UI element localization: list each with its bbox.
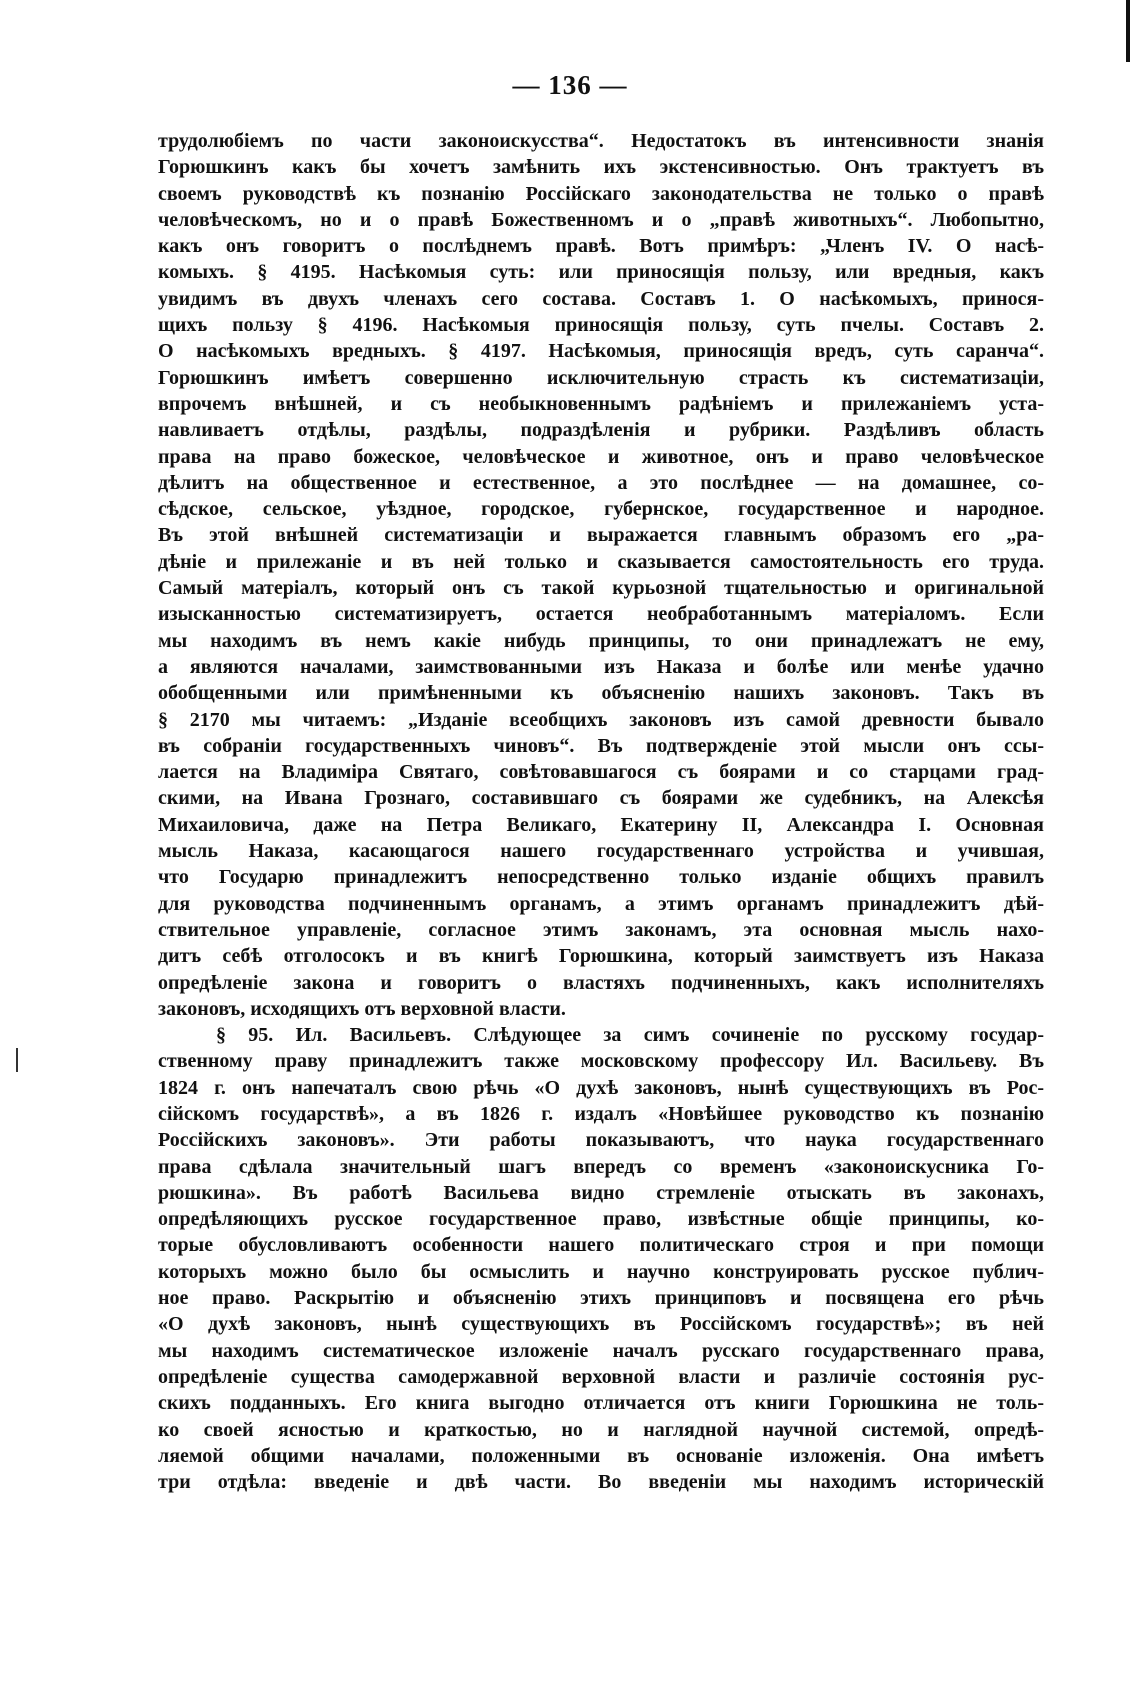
- text-line: дѣніе и прилежаніе и въ ней только и сказывается самостоятельность его труда.: [158, 550, 1044, 573]
- text-line: для руководства подчиненнымъ органамъ, а этимъ органамъ принадлежитъ дѣй-: [158, 892, 1044, 915]
- text-line: ное право. Раскрытію и объясненію этихъ принциповъ и посвящена его рѣчь: [158, 1287, 1044, 1310]
- text-line: щихъ пользу § 4196. Насѣкомыя приносящія пользу, суть пчелы. Составъ 2.: [158, 314, 1044, 337]
- text-line: три отдѣла: введеніе и двѣ части. Во введеніи мы находимъ историческій: [158, 1471, 1044, 1494]
- text-line: увидимъ въ двухъ членахъ сего состава. Составъ 1. О насѣкомыхъ, принося-: [158, 287, 1044, 310]
- text-line: дитъ себѣ отголосокъ и въ книгѣ Горюшкина, который заимствуетъ изъ Наказа: [158, 945, 1044, 968]
- text-line: дѣлитъ на общественное и естественное, а это послѣднее — на домашнее, со-: [158, 471, 1044, 494]
- text-line: Россійскихъ законовъ». Эти работы показываютъ, что наука государственнаго: [158, 1129, 1044, 1152]
- text-line: сійскомъ государствѣ», а въ 1826 г. издалъ «Новѣйшее руководство къ познанію: [158, 1102, 1044, 1125]
- text-line: Горюшкинъ какъ бы хочетъ замѣнить ихъ экстенсивностью. Онъ трактуетъ въ: [158, 156, 1044, 179]
- text-line: скими, на Ивана Грознаго, составившаго съ боярами же судебникъ, на Алексѣя: [158, 787, 1044, 810]
- text-line: Горюшкинъ имѣетъ совершенно исключительную страсть къ систематизаціи,: [158, 366, 1044, 389]
- body-text: [158, 128, 1044, 1495]
- text-line: Въ этой внѣшней систематизаціи и выражается главнымъ образомъ его „ра-: [158, 524, 1044, 547]
- text-line: скихъ подданныхъ. Его книга выгодно отличается отъ книги Горюшкина не толь-: [158, 1392, 1044, 1415]
- text-line: лается на Владиміра Святаго, совѣтовавшагося съ боярами и со старцами град-: [158, 761, 1044, 784]
- text-line: права на право божеское, человѣческое и животное, онъ и право человѣческое: [158, 445, 1044, 468]
- text-line: своемъ руководствѣ къ познанію Россійскаго законодательства не только о правѣ: [158, 182, 1044, 205]
- text-line: О насѣкомыхъ вредныхъ. § 4197. Насѣкомыя, приносящія вредъ, суть саранча“.: [158, 340, 1044, 363]
- text-line: мысль Наказа, касающагося нашего государственнаго устройства и учившая,: [158, 840, 1044, 863]
- text-line: обобщенными или примѣненными къ объясненію нашихъ законовъ. Такъ въ: [158, 682, 1044, 705]
- text-line: мы находимъ систематическое изложеніе началъ русскаго государственнаго права,: [158, 1339, 1044, 1362]
- text-line: сѣдское, сельское, уѣздное, городское, губернское, государственное и народное.: [158, 498, 1044, 521]
- text-line: права сдѣлала значительный шагъ впередъ со временъ «законоискусника Го-: [158, 1155, 1044, 1178]
- text-line: опредѣленіе закона и говоритъ о властяхъ подчиненныхъ, какъ исполнителяхъ: [158, 971, 1044, 994]
- text-line: рюшкина». Въ работѣ Васильева видно стремленіе отыскать въ законахъ,: [158, 1181, 1044, 1204]
- text-line: мы находимъ въ немъ какіе нибудь принципы, то они принадлежатъ не ему,: [158, 629, 1044, 652]
- text-line: навливаетъ отдѣлы, раздѣлы, подраздѣленія и рубрики. Раздѣливъ область: [158, 419, 1044, 442]
- text-line: § 2170 мы читаемъ: „Изданіе всеобщихъ законовъ изъ самой древности бывало: [158, 708, 1044, 731]
- text-line: въ собраніи государственныхъ чиновъ“. Въ подтвержденіе этой мысли онъ ссы-: [158, 734, 1044, 757]
- text-line: Михаиловича, даже на Петра Великаго, Екатерину II, Александра I. Основная: [158, 813, 1044, 836]
- text-line: Самый матеріалъ, который онъ съ такой курьозной тщательностью и оригинальной: [158, 577, 1044, 600]
- text-line: впрочемъ внѣшней, и съ необыкновеннымъ радѣніемъ и прилежаніемъ уста-: [158, 392, 1044, 415]
- text-line: комыхъ. § 4195. Насѣкомыя суть: или приносящія пользу, или вредныя, какъ: [158, 261, 1044, 284]
- text-line: опредѣляющихъ русское государственное право, извѣстные общіе принципы, ко-: [158, 1208, 1044, 1231]
- text-line: что Государю принадлежитъ непосредственно только изданіе общихъ правилъ: [158, 866, 1044, 889]
- text-line: ственному праву принадлежитъ также московскому профессору Ил. Васильеву. Въ: [158, 1050, 1044, 1073]
- text-line: которыхъ можно было бы осмыслить и научно конструировать русское публич-: [158, 1260, 1044, 1283]
- text-line: трудолюбіемъ по части законоискусства“. Недостатокъ въ интенсивности знанія: [158, 130, 1044, 152]
- scan-edge-line: [1126, 0, 1130, 62]
- text-line: ствительное управленіе, согласное этимъ законамъ, эта основная мысль нахо-: [158, 918, 1044, 941]
- text-line: законовъ, исходящихъ отъ верховной власти.: [158, 997, 566, 1020]
- text-line: ляемой общими началами, положенными въ основаніе изложенія. Она имѣетъ: [158, 1444, 1044, 1467]
- text-line: опредѣленіе существа самодержавной верховной власти и различіе состоянія рус-: [158, 1365, 1044, 1388]
- text-line: «О духѣ законовъ, нынѣ существующихъ въ Россійскомъ государствѣ»; въ ней: [158, 1313, 1044, 1336]
- text-line: а являются началами, заимствованными изъ Наказа и болѣе или менѣе удачно: [158, 655, 1044, 678]
- text-line: торые обусловливаютъ особенности нашего политическаго строя и при помощи: [158, 1234, 1044, 1257]
- text-line: человѣческомъ, но и о правѣ Божественномъ и о „правѣ животныхъ“. Любопытно,: [158, 208, 1044, 231]
- page-number: — 136 —: [512, 70, 628, 100]
- text-line: 1824 г. онъ напечаталъ свою рѣчь «О духѣ законовъ, нынѣ существующихъ въ Рос-: [158, 1076, 1044, 1099]
- scan-edge-mark: [16, 1048, 18, 1072]
- text-line: ко своей ясностью и краткостью, но и наглядной научной системой, опредѣ-: [158, 1418, 1044, 1441]
- text-line: изысканностью систематизируетъ, остается необработаннымъ матеріаломъ. Если: [158, 603, 1044, 626]
- text-line: какъ онъ говоритъ о послѣднемъ правѣ. Вотъ примѣръ: „Членъ IV. О насѣ-: [158, 235, 1044, 258]
- section-heading-line: § 95. Ил. Васильевъ. Слѣдующее за симъ сочиненіе по русскому государ-: [216, 1024, 1044, 1047]
